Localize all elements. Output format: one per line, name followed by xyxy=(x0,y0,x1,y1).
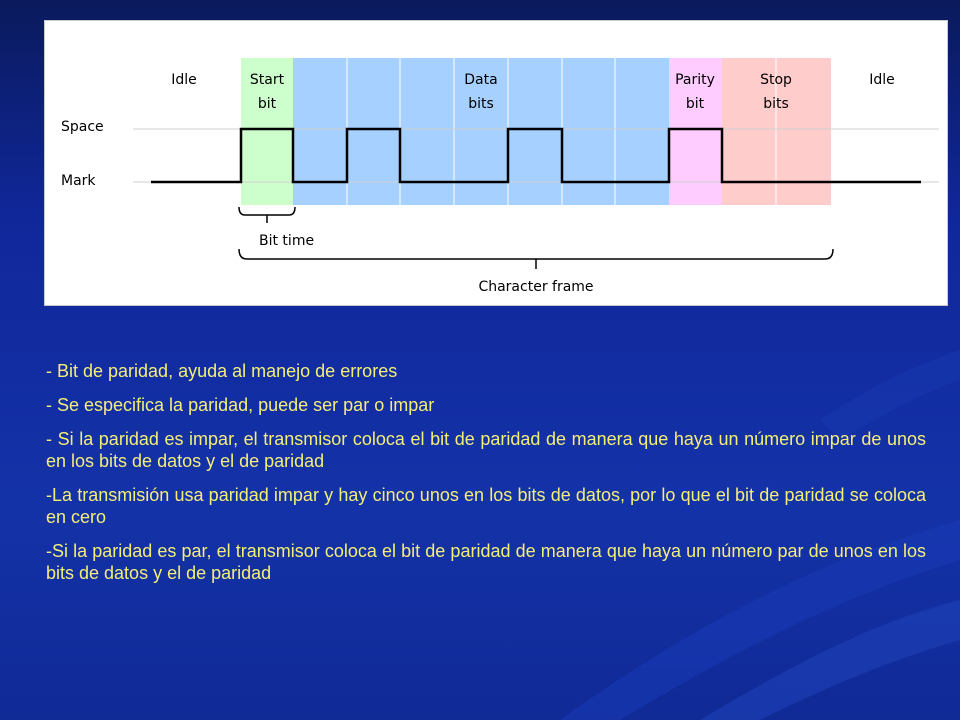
stop-bits-label-line1: Stop xyxy=(760,72,792,88)
character-frame-label: Character frame xyxy=(478,279,594,295)
note-item: - Bit de paridad, ayuda al manejo de errores xyxy=(46,361,398,381)
start-bit-label-line2: bit xyxy=(257,96,277,112)
idle-right-label: Idle xyxy=(869,72,895,88)
diagram-canvas xyxy=(45,21,949,307)
idle-left-label: Idle xyxy=(171,72,197,88)
data-bits-label-line1: Data xyxy=(464,72,498,88)
note-item: - Si la paridad es impar, el transmisor coloca el bit de paridad de manera que haya un número impar de unos en los bits de datos y el de paridad xyxy=(46,429,926,471)
note-item: -Si la paridad es par, el transmisor coloca el bit de paridad de manera que haya un número par de unos en los bits de datos y el de paridad xyxy=(46,541,926,583)
character-frame-bracket xyxy=(239,249,833,259)
parity-bit-label-line2: bit xyxy=(685,96,705,112)
mark-level-label: Mark xyxy=(61,173,96,189)
stop-bits-label-line2: bits xyxy=(763,96,789,112)
note-item: - Se especifica la paridad, puede ser par o impar xyxy=(46,395,435,415)
bit-time-label: Bit time xyxy=(259,233,315,249)
notes-list xyxy=(46,360,926,596)
data-bits-label-line2: bits xyxy=(468,96,494,112)
parity-bit-label-line1: Parity xyxy=(675,72,715,88)
start-bit-label-line1: Start xyxy=(249,72,285,88)
note-item: -La transmisión usa paridad impar y hay cinco unos en los bits de datos, por lo que el bit de paridad se coloca en cero xyxy=(46,485,926,527)
serial-frame-diagram xyxy=(44,20,948,306)
space-level-label: Space xyxy=(61,119,104,135)
bit-time-bracket xyxy=(239,207,295,215)
